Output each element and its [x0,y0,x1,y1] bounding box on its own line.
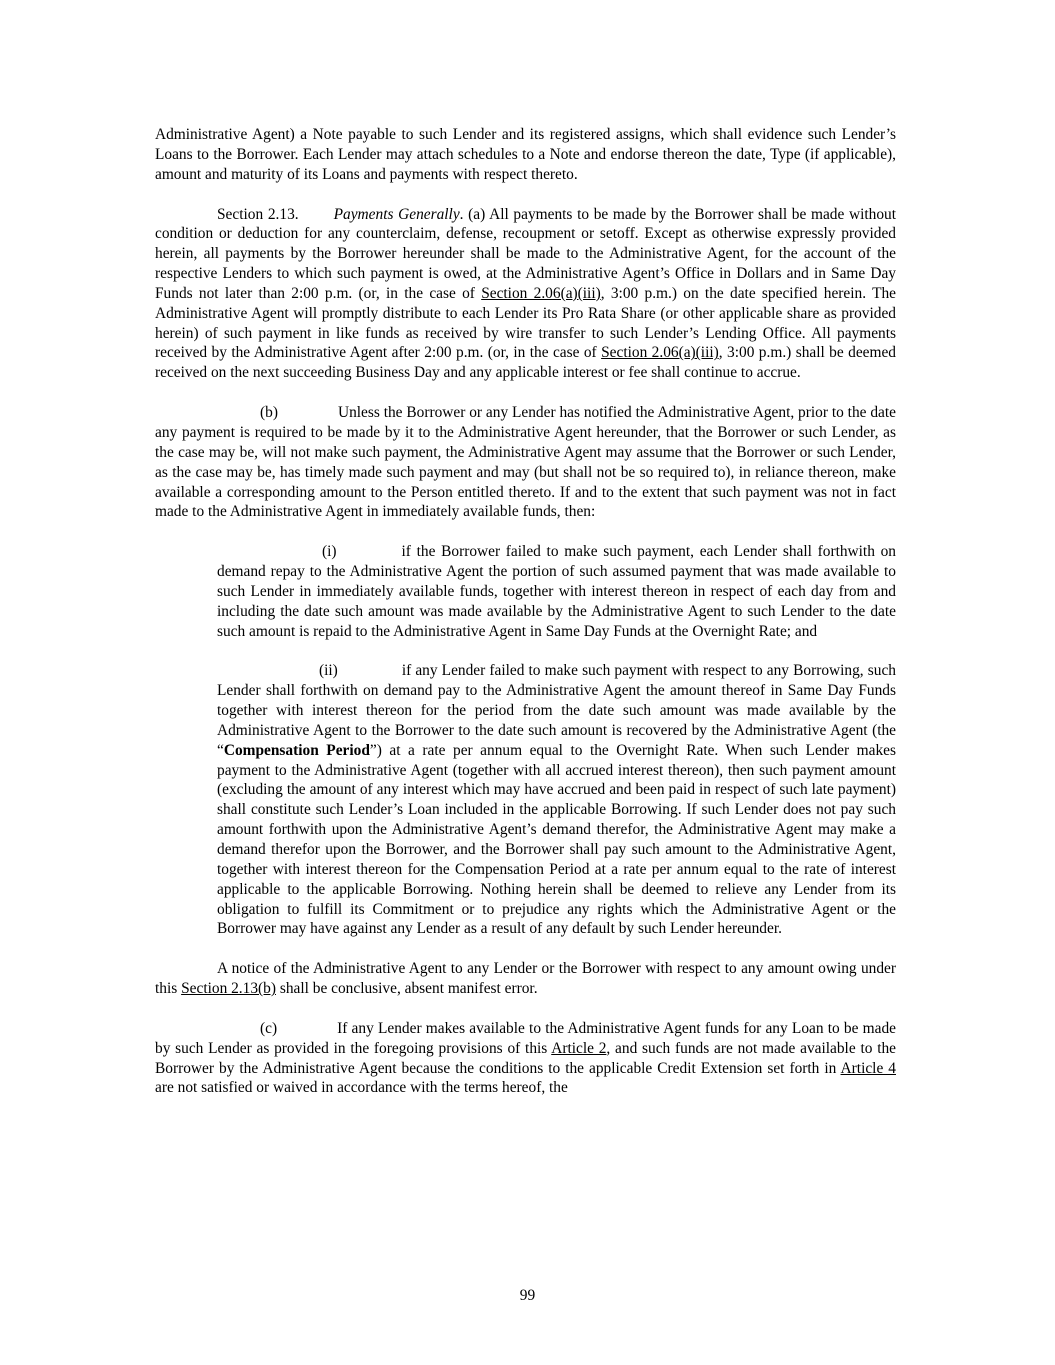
clause-ii: (ii) if any Lender failed to make such payment with respect to any Borrowing, such Lender shall forthwith on demand pay to the Administrative Agent the amount thereof in Same Day Funds together with interest thereon for the period from the date such amount was made available by the Administrative Agent to the Borrower to the date such amount is recovered by the Administrative Agent (the “Compensation Period”) at a rate per annum equal to the Overnight Rate. When such Lender makes payment to the Administrative Agent (together with all accrued interest thereon), then such payment amount (excluding the amount of any interest which may have accrued and been paid in respect of such late payment) shall constitute such Lender’s Loan included in the applicable Borrowing. If such Lender does not pay such amount forthwith upon the Administrative Agent’s demand therefor, the Administrative Agent may make a demand therefor upon the Borrower, and the Borrower shall pay such amount to the Administrative Agent, together with interest thereon for the Compensation Period at a rate per annum equal to the rate of interest applicable to the applicable Borrowing. Nothing herein shall be deemed to relieve any Lender from its obligation to fulfill its Commitment or to prejudice any rights which the Administrative Agent or the Borrower may have against any Lender as a result of any default by such Lender hereunder. [217,662,896,938]
clause-label: (b) [260,404,278,422]
section-2-13-paragraph-a: Section 2.13. Payments Generally. (a) All payments to be made by the Borrower shall be made without condition or deduction for any counterclaim, defense, recoupment or setoff. Except as otherwise expressly provided herein, all payments by the Borrower hereunder shall be made to the Administrative Agent, for the account of the respective Lenders to which such payment is owed, at the Administrative Agent’s Office in Dollars and in Same Day Funds not later than 2:00 p.m. (or, in the case of Section 2.06(a)(iii), 3:00 p.m.) on the date specified herein. The Administrative Agent will promptly distribute to each Lender its Pro Rata Share (or other applicable share as provided herein) of such payment in like funds as received by wire transfer to such Lender’s Lending Office. All payments received by the Administrative Agent after 2:00 p.m. (or, in the case of Section 2.06(a)(iii), 3:00 p.m.) shall be deemed received on the next succeeding Business Day and any applicable interest or fee shall continue to accrue. [155,205,897,382]
paragraph-continuation: Administrative Agent) a Note payable to such Lender and its registered assigns, which shall evidence such Lender’s Loans to the Borrower. Each Lender may attach schedules to a Note and endorse thereon the date, Type (if applicable), amount and maturity of its Loans and payments with respect thereto. [155,126,896,183]
clause-i: (i) if the Borrower failed to make such payment, each Lender shall forthwith on demand repay to the Administrative Agent the portion of such assumed payment that was made available to such Lender in immediately available funds, together with interest thereon in respect of each day from and including the date such amount was made available by the Administrative Agent to such Lender to the date such amount is repaid to the Administrative Agent in Same Day Funds at the Overnight Rate; and [217,543,896,640]
article-reference: Article 4 [840,1059,896,1077]
section-reference: Section 2.13(b) [181,980,276,998]
article-reference: Article 2 [551,1039,607,1057]
clause-label: (c) [260,1019,278,1037]
paragraph-b: (b) Unless the Borrower or any Lender has notified the Administrative Agent, prior to the date any payment is required to be made by it to the Administrative Agent hereunder, that the Borrower or such Lender, as the case may be, will not make such payment, the Administrative Agent may assume that the Borrower or such Lender, as the case may be, has timely made such payment and may (but shall not be so required to), in reliance thereon, make available a corresponding amount to the Person entitled thereto. If and to the extent that such payment was not in fact made to the Administrative Agent in immediately available funds, then: [155,404,896,521]
clause-label: (i) [322,543,337,561]
section-title: Payments Generally [333,205,460,223]
paragraph-c: (c) If any Lender makes available to the Administrative Agent funds for any Loan to be made by such Lender as provided in the foregoing provisions of this Article 2, and such funds are not made available to the Borrower by the Administrative Agent because the conditions to the applicable Credit Extension set forth in Article 4 are not satisfied or waived in accordance with the terms hereof, the [155,1019,896,1097]
defined-term: Compensation Period [223,741,370,759]
section-reference: Section 2.06(a)(iii) [481,284,601,302]
clause-label: (ii) [319,662,338,680]
section-number: Section 2.13. [217,205,299,223]
page-number: 99 [519,1287,536,1304]
document-page [155,125,896,1098]
section-reference: Section 2.06(a)(iii) [601,344,719,362]
notice-paragraph: A notice of the Administrative Agent to any Lender or the Borrower with respect to any amount owing under this Section 2.13(b) shall be conclusive, absent manifest error. [155,960,896,998]
